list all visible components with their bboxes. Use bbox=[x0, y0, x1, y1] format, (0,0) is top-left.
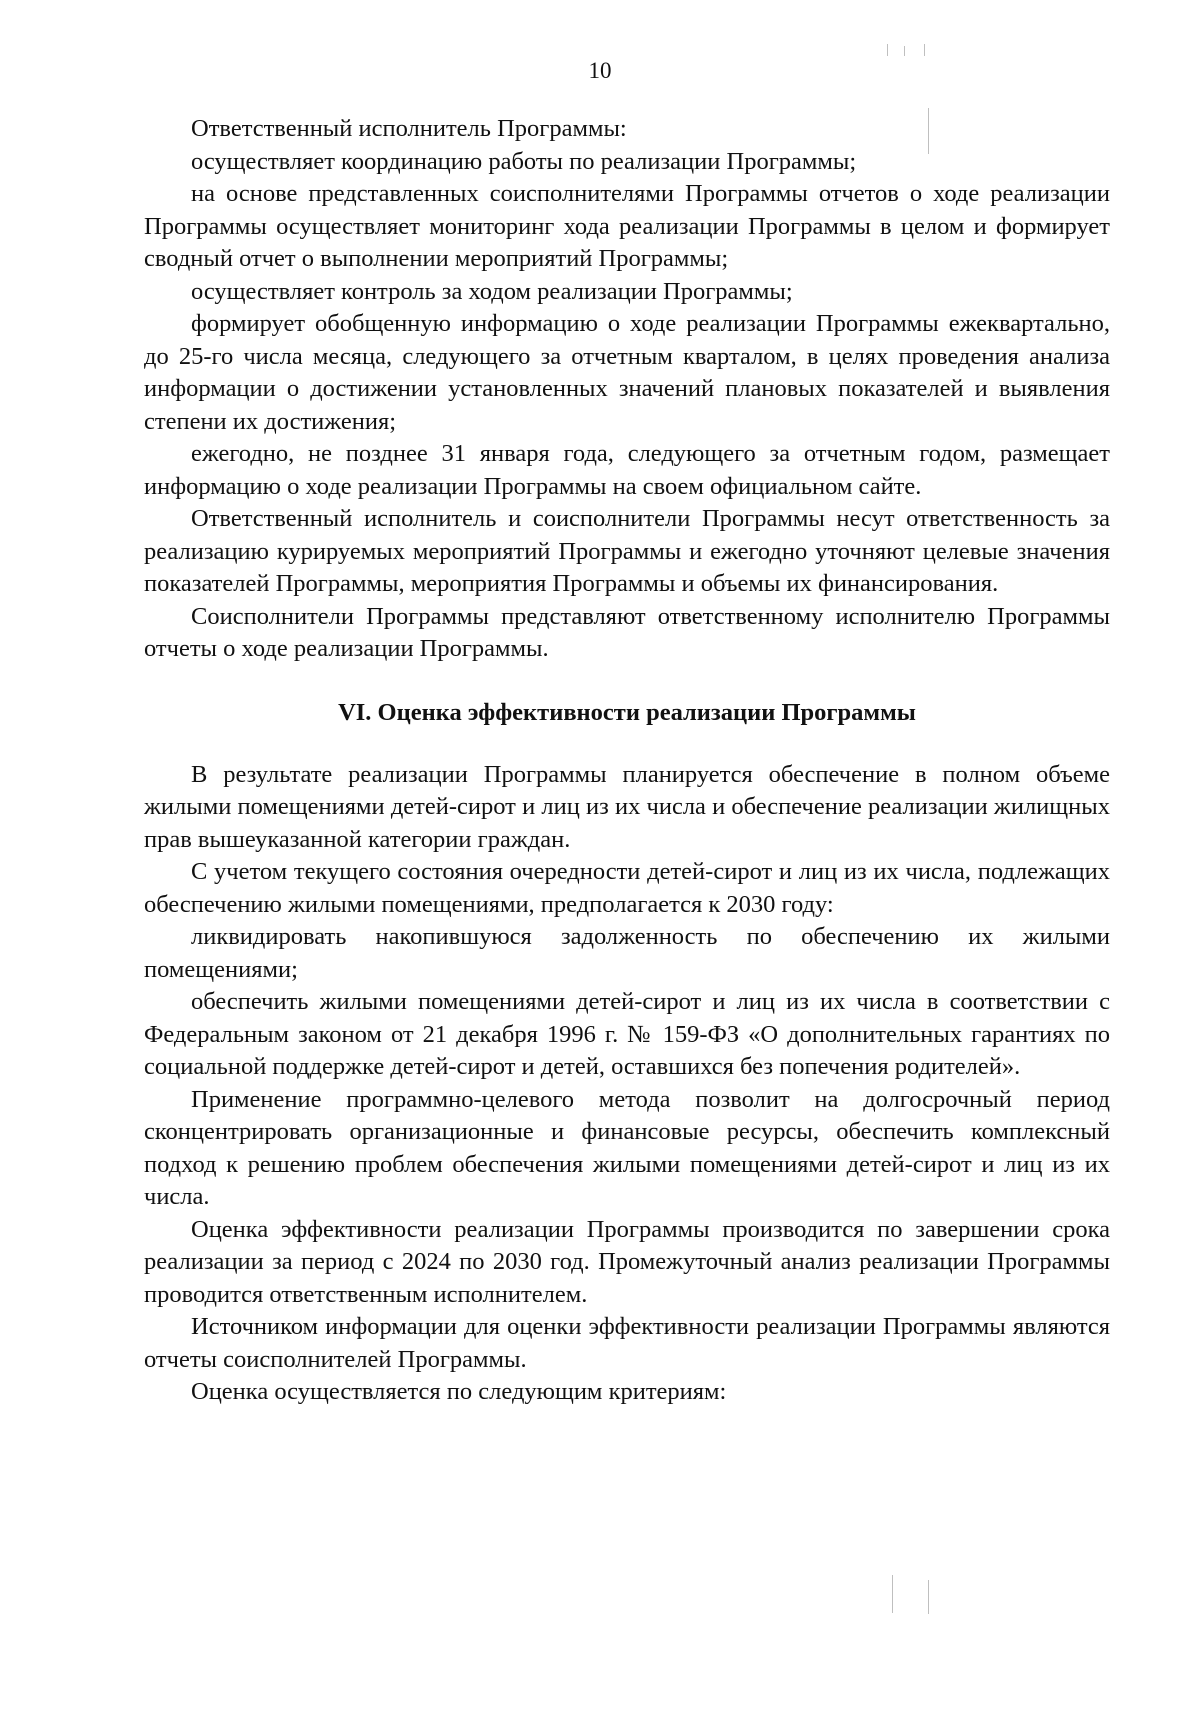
scan-artifact bbox=[924, 44, 925, 56]
paragraph: Оценка эффективности реализации Программы производится по завершении срока реализации за период с 2024 по 2030 год. Промежуточный анализ реализации Программы проводится ответственным исполнителем. bbox=[144, 1215, 1110, 1308]
paragraph: ежегодно, не позднее 31 января года, следующего за отчетным годом, размещает информацию о ходе реализации Программы на своем официальном сайте. bbox=[144, 440, 1110, 500]
scan-artifact bbox=[928, 1580, 929, 1614]
paragraph: Ответственный исполнитель Программы: bbox=[191, 115, 627, 142]
paragraph: Оценка осуществляется по следующим критериям: bbox=[191, 1378, 727, 1405]
scan-artifact bbox=[904, 46, 905, 56]
scan-artifact bbox=[892, 1575, 893, 1613]
paragraph: Ответственный исполнитель и соисполнители Программы несут ответственность за реализацию курируемых мероприятий Программы и ежегодно уточняют целевые значения показателей Программы, мероприятия Программы и объемы их финансирования. bbox=[144, 505, 1110, 597]
paragraph: В результате реализации Программы планируется обеспечение в полном объеме жилыми помещениями детей-сирот и лиц из их числа и обеспечение реализации жилищных прав вышеуказанной категории граждан. bbox=[144, 760, 1110, 853]
paragraph: Соисполнители Программы представляют ответственному исполнителю Программы отчеты о ходе реализации Программы. bbox=[144, 602, 1110, 662]
paragraph: осуществляет координацию работы по реализации Программы; bbox=[191, 147, 857, 175]
scan-artifact bbox=[887, 44, 888, 56]
paragraph: Применение программно-целевого метода позволит на долгосрочный период сконцентрировать организационные и финансовые ресурсы, обеспечить комплексный подход к решению проблем обеспечения жилыми помещениями детей-сирот и лиц из их числа. bbox=[144, 1085, 1110, 1210]
paragraph: ликвидировать накопившуюся задолженность по обеспечению их жилыми помещениями; bbox=[144, 923, 1110, 983]
section-heading: VI. Оценка эффективности реализации Программы bbox=[338, 698, 916, 726]
paragraph: на основе представленных соисполнителями Программы отчетов о ходе реализации Программы осуществляет мониторинг хода реализации Программы в целом и формирует сводный отчет о выполнении мероприятий Программы; bbox=[144, 180, 1110, 272]
paragraph: формирует обобщенную информацию о ходе реализации Программы ежеквартально, до 25-го числа месяца, следующего за отчетным кварталом, в целях проведения анализа информации о достижении установленных значений плановых показателей и выявления степени их достижения; bbox=[144, 310, 1110, 435]
paragraph: осуществляет контроль за ходом реализации Программы; bbox=[191, 277, 793, 305]
document-body bbox=[144, 113, 1110, 1409]
paragraph: обеспечить жилыми помещениями детей-сирот и лиц из их числа в соответствии с Федеральным законом от 21 декабря 1996 г. № 159-ФЗ «О дополнительных гарантиях по социальной поддержке детей-сирот и детей, оставшихся без попечения родителей». bbox=[144, 988, 1110, 1080]
page-number: 10 bbox=[588, 58, 612, 83]
paragraph: С учетом текущего состояния очередности детей-сирот и лиц из их числа, подлежащих обеспечению жилыми помещениями, предполагается к 2030 году: bbox=[144, 858, 1110, 918]
paragraph: Источником информации для оценки эффективности реализации Программы являются отчеты соисполнителей Программы. bbox=[144, 1313, 1110, 1373]
